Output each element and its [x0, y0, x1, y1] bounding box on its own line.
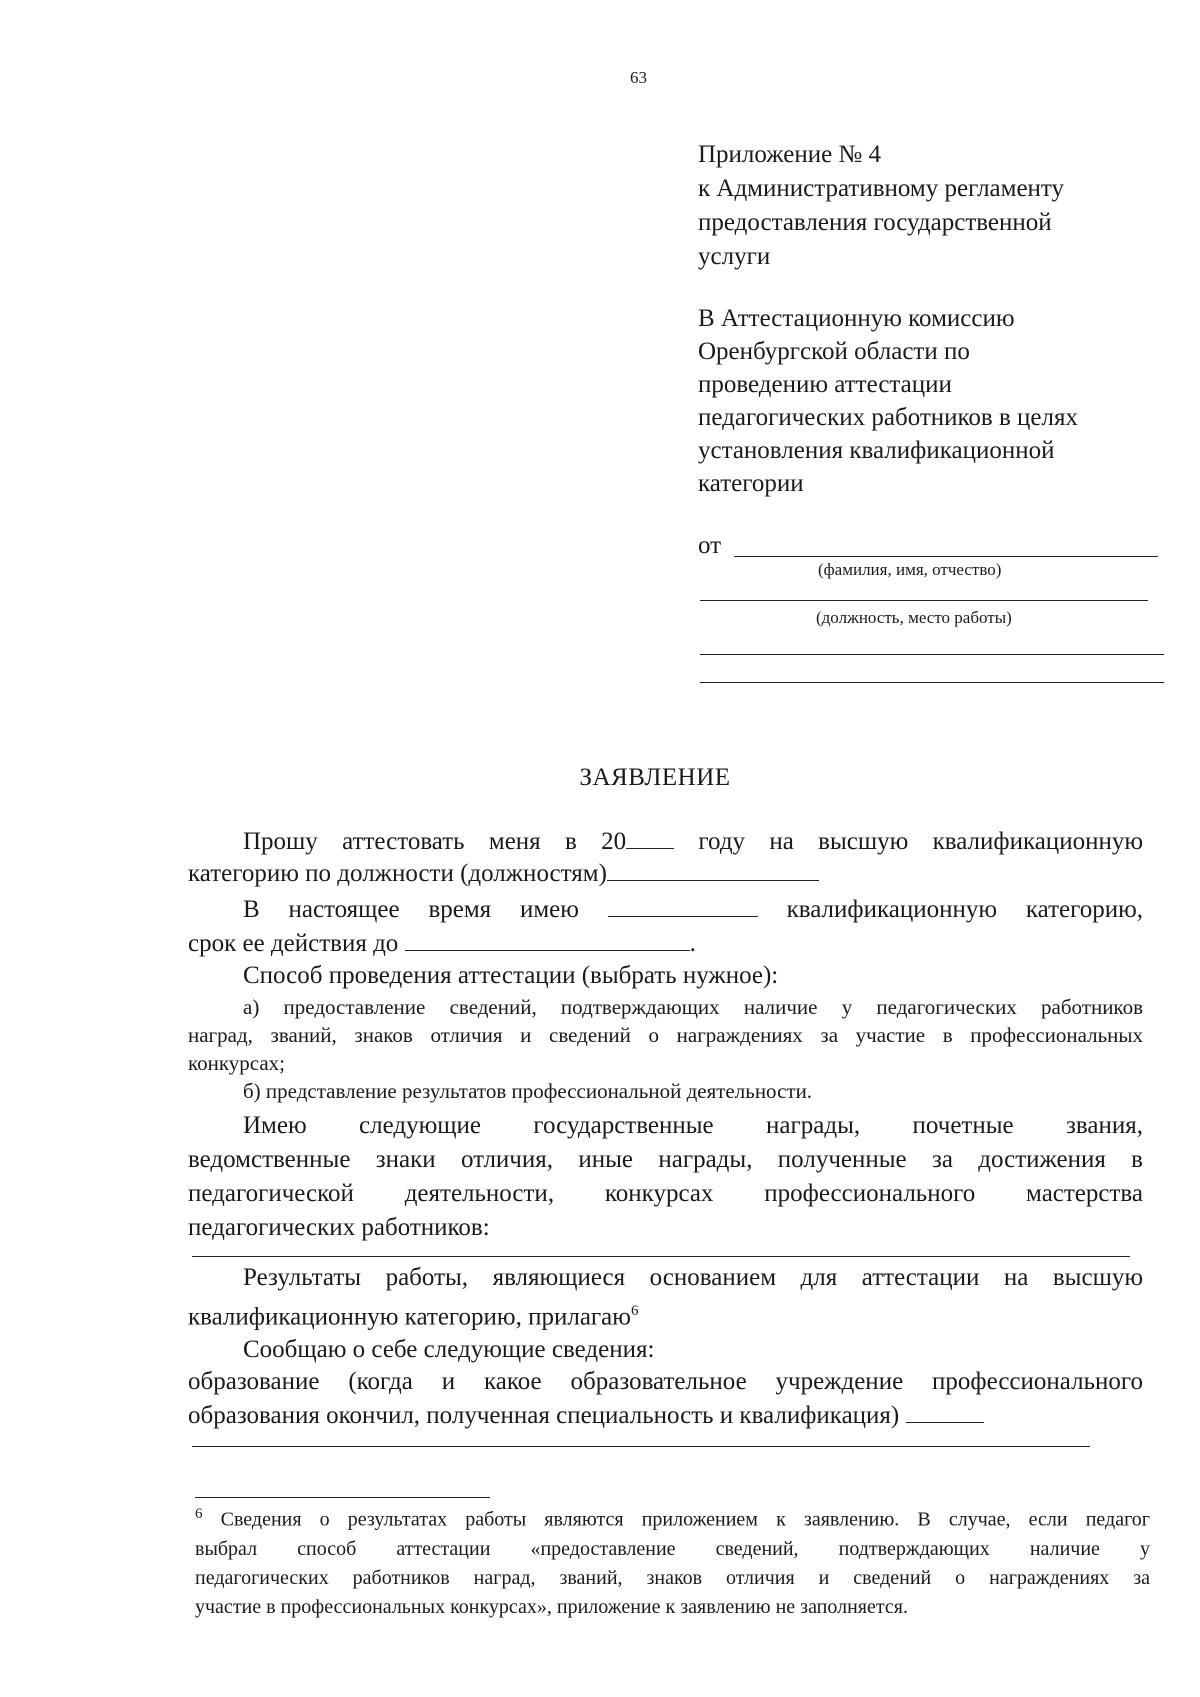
method-a-line-2: наград, званий, знаков отличия и сведений о награждениях за участие в профессиональных: [188, 1023, 1143, 1047]
addressee-line: педагогических работников в целях: [698, 404, 1078, 431]
attachment-line: Приложение № 4: [698, 141, 882, 168]
footnote-line: выбрал способ аттестации «предоставление сведений, подтверждающих наличие у: [195, 1537, 1150, 1560]
position-fill-line-2[interactable]: [700, 654, 1164, 655]
position-fill-line-3[interactable]: [700, 682, 1164, 683]
results-line-2: [188, 1296, 1143, 1332]
addressee-line: Оренбургской области по: [698, 338, 970, 365]
footnote-line: педагогических работников наград, званий, знаков отличия и сведений о награждениях за: [195, 1566, 1150, 1589]
method-a-line-1: а) предоставление сведений, подтверждающих наличие у педагогических работников: [243, 995, 1143, 1019]
footnote-text: Сведения о результатах работы являются приложением к заявлению. В случае, если педагог: [220, 1508, 1151, 1531]
position-blank[interactable]: [607, 858, 819, 881]
year-blank[interactable]: [626, 826, 674, 849]
validity-blank[interactable]: [405, 928, 690, 951]
validity-period: .: [689, 930, 696, 957]
request-text-2: году на высшую квалификационную: [698, 828, 1144, 855]
validity-line: [188, 928, 1143, 959]
current-text: В настоящее время имею: [243, 896, 579, 923]
footnote-line: [195, 1500, 1150, 1535]
footnote-line: участие в профессиональных конкурсах», приложение к заявлению не заполняется.: [195, 1595, 908, 1618]
attachment-header: [698, 138, 1138, 274]
results-line-1: Результаты работы, являющиеся основанием для аттестации на высшую: [243, 1264, 1143, 1291]
name-fill-line[interactable]: [734, 556, 1158, 557]
footnote: [195, 1500, 1150, 1622]
name-caption: (фамилия, имя, отчество): [818, 560, 1002, 579]
addressee-block: [698, 302, 1178, 500]
awards-line-3: педагогической деятельности, конкурсах профессионального мастерства: [188, 1180, 1143, 1207]
education-text: образования окончил, полученная специальность и квалификация): [188, 1402, 900, 1429]
education-blank[interactable]: [906, 1400, 984, 1423]
education-line-1: образование (когда и какое образовательное учреждение профессионального: [188, 1368, 1143, 1395]
from-label: от: [698, 532, 722, 559]
addressee-line: проведению аттестации: [698, 371, 952, 398]
request-line-2: [188, 858, 1143, 889]
request-line-1: [188, 826, 1143, 857]
position-caption: (должность, место работы): [816, 608, 1012, 627]
addressee-line: категории: [698, 470, 804, 497]
awards-line-1: Имею следующие государственные награды, почетные звания,: [243, 1112, 1143, 1139]
attachment-line: предоставления государственной: [698, 209, 1052, 236]
addressee-line: В Аттестационную комиссию: [698, 305, 1015, 332]
footnote-ref: 6: [630, 1303, 639, 1319]
method-b-line: б) представление результатов профессиональной деятельности.: [243, 1079, 813, 1103]
current-text-2: квалификационную категорию,: [786, 896, 1144, 923]
addressee-line: установления квалификационной: [698, 437, 1055, 464]
category-blank[interactable]: [608, 894, 758, 917]
position-text: категорию по должности (должностям): [188, 860, 607, 887]
position-fill-line[interactable]: [700, 600, 1148, 601]
attachment-line: к Административному регламенту: [698, 175, 1065, 202]
awards-line-2: ведомственные знаки отличия, иные награды, полученные за достижения в: [188, 1146, 1143, 1173]
results-text: квалификационную категорию, прилагаю: [188, 1303, 631, 1331]
awards-line-4: педагогических работников:: [188, 1214, 490, 1241]
method-a-line-3: конкурсах;: [188, 1051, 286, 1075]
request-text: Прошу аттестовать меня в 20: [243, 828, 627, 855]
current-category-line: [188, 894, 1143, 925]
document-title: ЗАЯВЛЕНИЕ: [579, 764, 731, 791]
from-block: [698, 532, 1168, 702]
education-line-2: [188, 1400, 1143, 1431]
attachment-line: услуги: [698, 243, 771, 270]
method-title: Способ проведения аттестации (выбрать нужное):: [243, 962, 779, 989]
validity-text: срок ее действия до: [188, 930, 399, 957]
info-title: Сообщаю о себе следующие сведения:: [243, 1336, 655, 1363]
footnote-rule: [195, 1497, 490, 1498]
awards-fill-line[interactable]: [192, 1256, 1130, 1257]
education-fill-line[interactable]: [192, 1446, 1090, 1447]
footnote-marker: 6: [195, 1506, 203, 1522]
page-number: 63: [630, 68, 647, 87]
